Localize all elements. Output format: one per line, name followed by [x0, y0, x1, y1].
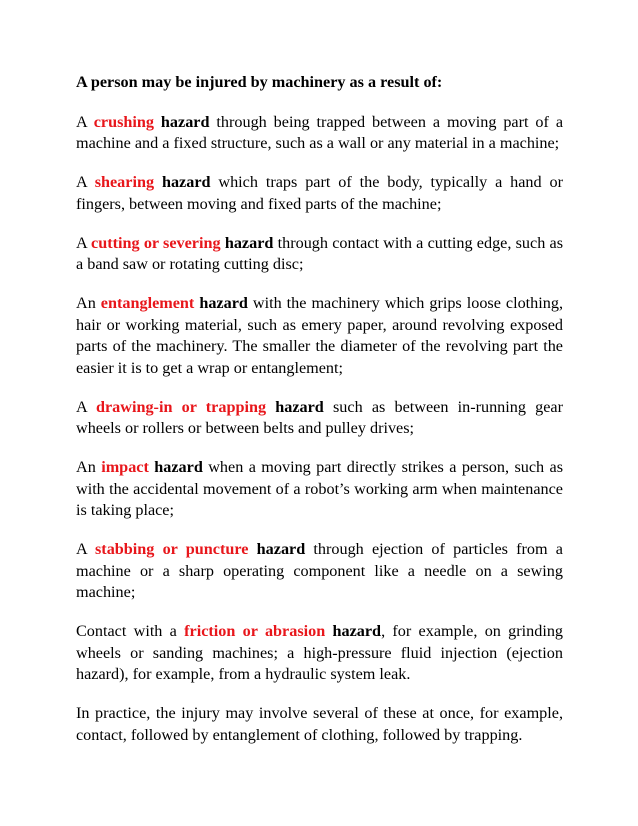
hazard-keyword: entanglement [100, 294, 195, 312]
hazard-keyword: cutting or severing [91, 233, 221, 252]
paragraph-body: , for example, on grinding wheels or sanding machines; a high-pressure fluid injection (ejection hazard), for example, from a hydraulic system leak. [76, 622, 564, 683]
hazard-keyword: drawing-in or trapping [95, 397, 267, 416]
paragraph-body: such as between in-running gear wheels or rollers or between belts and pulley drives; [76, 397, 564, 437]
hazard-label: hazard [154, 173, 211, 191]
paragraph-lead: Contact with a [76, 622, 185, 640]
hazard-paragraph-shearing [76, 172, 563, 215]
hazard-keyword: shearing [94, 173, 155, 191]
hazard-paragraph-stabbing [76, 539, 563, 604]
hazard-paragraph-impact [76, 457, 563, 522]
hazard-keyword: impact [101, 458, 149, 476]
hazard-label: hazard [220, 233, 274, 252]
hazard-label: hazard [148, 458, 203, 476]
hazard-keyword: friction or abrasion [184, 622, 326, 640]
hazard-label: hazard [248, 540, 306, 558]
hazard-label: hazard [194, 294, 248, 312]
hazard-paragraph-drawing-in [76, 397, 563, 440]
paragraph-body: through ejection of particles from a machine or a sharp operating component like a needle on a sewing machine; [76, 540, 563, 601]
paragraph-lead: An [76, 458, 102, 476]
document-page [76, 72, 563, 764]
paragraph-body: through contact with a cutting edge, such as a band saw or rotating cutting disc; [76, 233, 564, 273]
paragraph-body: which traps part of the body, typically a hand or fingers, between moving and fixed parts of the machine; [76, 173, 563, 213]
paragraph-lead: A [76, 233, 92, 252]
paragraph-lead: A [76, 173, 95, 191]
hazard-keyword: crushing [93, 112, 154, 131]
hazard-label: hazard [266, 397, 324, 416]
hazard-paragraph-entanglement [76, 293, 563, 379]
hazard-paragraph-friction [76, 621, 563, 686]
closing-paragraph: In practice, the injury may involve several of these at once, for example, contact, followed by entanglement of clothing, followed by trapping. [76, 704, 563, 744]
paragraph-body: with the machinery which grips loose clothing, hair or working material, such as emery paper, around revolving exposed parts of the machinery. The smaller the diameter of the revolving part the easier it is to get a wrap or entanglement; [76, 294, 563, 377]
paragraph-lead: A [76, 112, 94, 131]
paragraph-lead: A [76, 540, 95, 558]
hazard-label: hazard [325, 622, 382, 640]
hazard-paragraph-crushing [76, 112, 563, 155]
paragraph-lead: An [76, 294, 101, 312]
hazard-label: hazard [154, 112, 210, 131]
paragraph-lead: A [76, 397, 96, 416]
hazard-keyword: stabbing or puncture [95, 540, 249, 558]
hazard-paragraph-cutting [76, 233, 563, 276]
document-heading: A person may be injured by machinery as a result of: [76, 73, 443, 91]
paragraph-body: through being trapped between a moving part of a machine and a fixed structure, such as a wall or any material in a machine; [76, 112, 564, 152]
paragraph-body: when a moving part directly strikes a person, such as with the accidental movement of a robot’s working arm when maintenance is taking place; [76, 458, 564, 519]
